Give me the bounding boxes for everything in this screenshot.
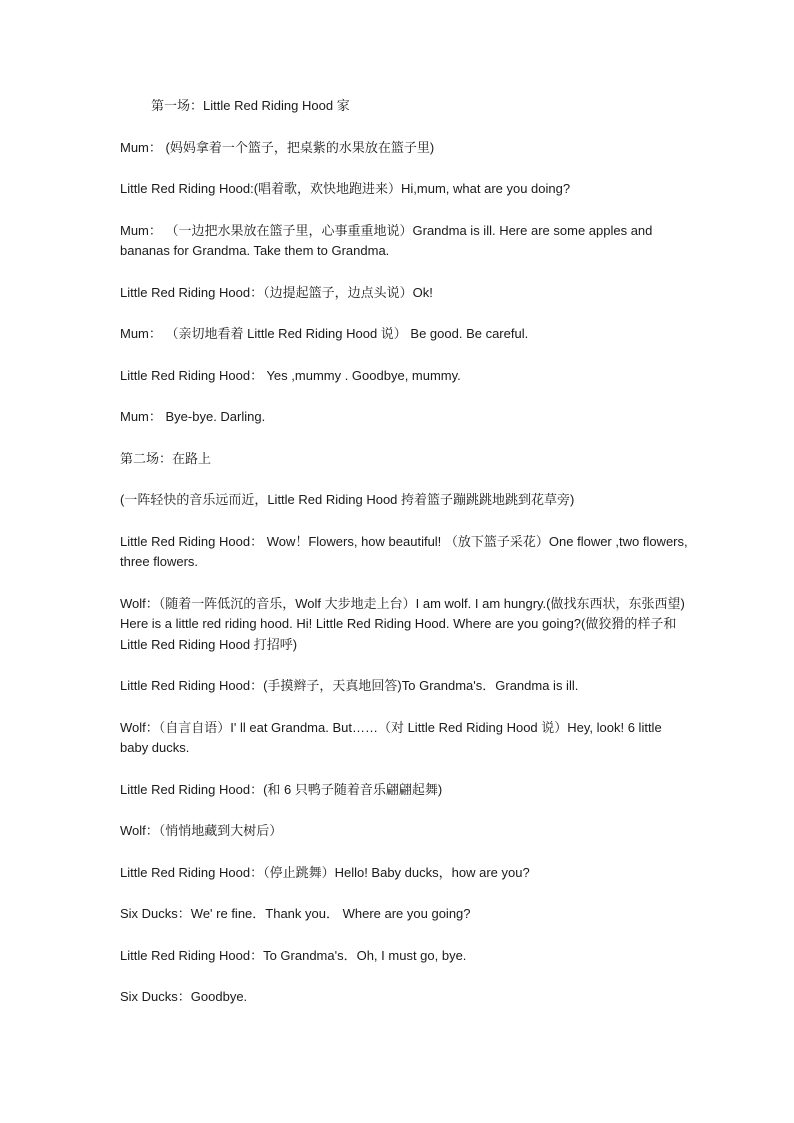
- dialogue-line: Little Red Riding Hood： Yes ,mummy . Goodbye, mummy.: [120, 367, 461, 383]
- dialogue-line: Six Ducks：We' re fine．Thank you． Where are you going?: [120, 906, 471, 921]
- dialogue-line: Mum： (妈妈拿着一个篮子，把桌紫的水果放在篮子里): [120, 139, 435, 155]
- dialogue-line: Little Red Riding Hood:(唱着歌，欢快地跑进来）Hi,mum, what are you doing?: [120, 181, 571, 196]
- dialogue-line: Little Red Riding Hood： Wow！Flowers, how beautiful! （放下篮子采花）One flower ,two flowers, three flowers.: [120, 533, 688, 569]
- dialogue-line: Mum： （一边把水果放在篮子里，心事重重地说）Grandma is ill. Here are some apples and bananas for Grandma. Take them to Grandma.: [120, 222, 653, 258]
- dialogue-line: Wolf：（自言自语）I' ll eat Grandma. But……（对 Little Red Riding Hood 说）Hey, look! 6 little baby ducks.: [120, 719, 662, 755]
- dialogue-line: Little Red Riding Hood：（边提起篮子，边点头说）Ok!: [120, 284, 433, 300]
- dialogue-line: Little Red Riding Hood：To Grandma's．Oh, I must go, bye.: [120, 947, 467, 963]
- dialogue-line: Wolf：（悄悄地藏到大树后）: [120, 823, 283, 838]
- dialogue-line: Mum： （亲切地看着 Little Red Riding Hood 说） Be good. Be careful.: [120, 326, 529, 341]
- dialogue-line: Mum： Bye-bye. Darling.: [120, 409, 266, 424]
- dialogue-line: Little Red Riding Hood：(手摸辫子，天真地回答)To Grandma's．Grandma is ill.: [120, 678, 579, 693]
- stage-direction: (一阵轻快的音乐远而近，Little Red Riding Hood 挎着篮子蹦跳跳地跳到花草旁): [120, 492, 575, 507]
- dialogue-line: Wolf：（随着一阵低沉的音乐，Wolf 大步地走上台）I am wolf. I am hungry.(做找东西状，东张西望) Here is a little red riding hood. Hi! Little Red Riding Hood. Where are you going?(做狡猾的样子和 Little Red Riding Hood 打招呼): [120, 595, 685, 652]
- dialogue-line: Little Red Riding Hood：（停止跳舞）Hello! Baby ducks，how are you?: [120, 864, 530, 880]
- dialogue-line: Little Red Riding Hood：(和 6 只鸭子随着音乐翩翩起舞): [120, 781, 443, 797]
- document-page: [120, 96, 690, 1029]
- scene-heading: 第一场：Little Red Riding Hood 家: [151, 98, 350, 113]
- scene-heading: 第二场：在路上: [120, 450, 212, 466]
- dialogue-line: Six Ducks：Goodbye.: [120, 989, 248, 1004]
